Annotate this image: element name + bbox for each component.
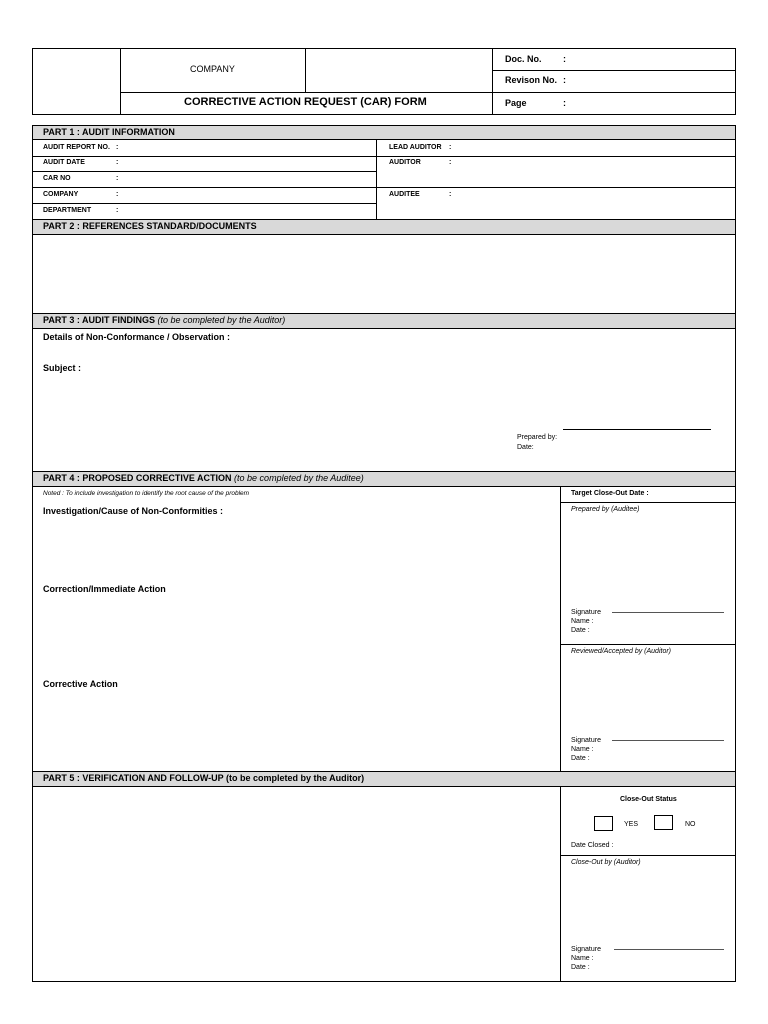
no-label: NO bbox=[685, 821, 696, 828]
part1-row-line bbox=[32, 203, 376, 204]
target-close-out-label: Target Close-Out Date : bbox=[571, 490, 649, 497]
date-closed-label: Date Closed : bbox=[571, 842, 614, 849]
doc-no-colon: : bbox=[563, 54, 566, 64]
reviewer-signature-line bbox=[612, 740, 724, 741]
part1-row-line bbox=[32, 187, 736, 188]
closer-name-label: Name : bbox=[571, 955, 594, 962]
part1-row-line bbox=[32, 171, 376, 172]
part1-row-line bbox=[32, 156, 736, 157]
part4-heading-text: PART 4 : PROPOSED CORRECTIVE ACTION bbox=[43, 473, 232, 483]
header-divider bbox=[120, 92, 736, 93]
prepared-by-auditee-label: Prepared by (Auditee) bbox=[571, 506, 640, 513]
prepared-by-label: Prepared by: bbox=[517, 434, 558, 441]
audit-date-label: AUDIT DATE bbox=[43, 159, 85, 166]
revision-label: Revison No. bbox=[505, 75, 558, 85]
auditee-name-label: Name : bbox=[571, 618, 594, 625]
part4-row-line bbox=[560, 502, 736, 503]
department-label: DEPARTMENT bbox=[43, 207, 92, 214]
auditee-date-label: Date : bbox=[571, 627, 590, 634]
subject-label: Subject : bbox=[43, 363, 82, 373]
revision-colon: : bbox=[563, 75, 566, 85]
audit-date-colon: : bbox=[116, 159, 119, 166]
part3-heading bbox=[32, 313, 736, 329]
reviewed-by-label: Reviewed/Accepted by (Auditor) bbox=[571, 648, 671, 655]
car-no-label: CAR NO bbox=[43, 175, 71, 182]
yes-label: YES bbox=[624, 821, 639, 828]
audit-report-no-colon: : bbox=[116, 144, 119, 151]
reviewer-date-label: Date : bbox=[571, 755, 590, 762]
investigation-note: Noted : To include investigation to identify the root cause of the problem bbox=[43, 490, 250, 497]
auditee-signature-label: Signature bbox=[571, 609, 601, 616]
part1-heading: PART 1 : AUDIT INFORMATION bbox=[32, 125, 736, 140]
car-no-colon: : bbox=[116, 175, 119, 182]
reviewer-name-label: Name : bbox=[571, 746, 594, 753]
company-colon: : bbox=[116, 191, 119, 198]
header-divider bbox=[305, 48, 306, 92]
auditee-colon: : bbox=[449, 191, 452, 198]
header-divider bbox=[492, 48, 493, 115]
auditee-label: AUDITEE bbox=[389, 191, 420, 198]
part3-heading-note: (to be completed by the Auditor) bbox=[157, 315, 286, 325]
reviewer-signature-label: Signature bbox=[571, 737, 601, 744]
auditor-label: AUDITOR bbox=[389, 159, 421, 166]
auditee-signature-line bbox=[612, 612, 724, 613]
part3-heading-text: PART 3 : AUDIT FINDINGS bbox=[43, 315, 155, 325]
lead-auditor-label: LEAD AUDITOR bbox=[389, 144, 442, 151]
part4-divider bbox=[560, 487, 561, 771]
part5-heading: PART 5 : VERIFICATION AND FOLLOW-UP (to be completed by the Auditor) bbox=[32, 771, 736, 787]
closer-signature-label: Signature bbox=[571, 946, 601, 953]
investigation-label: Investigation/Cause of Non-Conformities : bbox=[43, 506, 224, 516]
part4-heading bbox=[32, 471, 736, 487]
correction-label: Correction/Immediate Action bbox=[43, 584, 166, 594]
company-label: COMPANY bbox=[43, 191, 79, 198]
prepared-date-label: Date: bbox=[517, 444, 534, 451]
yes-checkbox[interactable] bbox=[594, 816, 613, 831]
prepared-by-line bbox=[563, 429, 711, 430]
corrective-action-label: Corrective Action bbox=[43, 679, 118, 689]
company-name: COMPANY bbox=[190, 64, 235, 74]
closer-signature-line bbox=[614, 949, 724, 950]
department-colon: : bbox=[116, 207, 119, 214]
part5-row-line bbox=[560, 855, 736, 856]
details-label: Details of Non-Conformance / Observation : bbox=[43, 332, 231, 342]
form-body bbox=[32, 125, 736, 982]
part5-divider bbox=[560, 787, 561, 982]
close-out-by-label: Close-Out by (Auditor) bbox=[571, 859, 641, 866]
header-divider bbox=[120, 48, 121, 115]
form-title: CORRECTIVE ACTION REQUEST (CAR) FORM bbox=[184, 96, 427, 108]
page-colon: : bbox=[563, 98, 566, 108]
header-divider bbox=[492, 70, 736, 71]
closer-date-label: Date : bbox=[571, 964, 590, 971]
part4-heading-note: (to be completed by the Auditee) bbox=[234, 473, 364, 483]
part2-heading: PART 2 : REFERENCES STANDARD/DOCUMENTS bbox=[32, 219, 736, 235]
doc-no-label: Doc. No. bbox=[505, 54, 542, 64]
close-out-status-label: Close-Out Status bbox=[620, 796, 677, 803]
auditor-colon: : bbox=[449, 159, 452, 166]
audit-report-no-label: AUDIT REPORT NO. bbox=[43, 144, 110, 151]
lead-auditor-colon: : bbox=[449, 144, 452, 151]
no-checkbox[interactable] bbox=[654, 815, 673, 830]
part1-divider bbox=[376, 140, 377, 219]
part4-row-line bbox=[560, 644, 736, 645]
page-label: Page bbox=[505, 98, 527, 108]
